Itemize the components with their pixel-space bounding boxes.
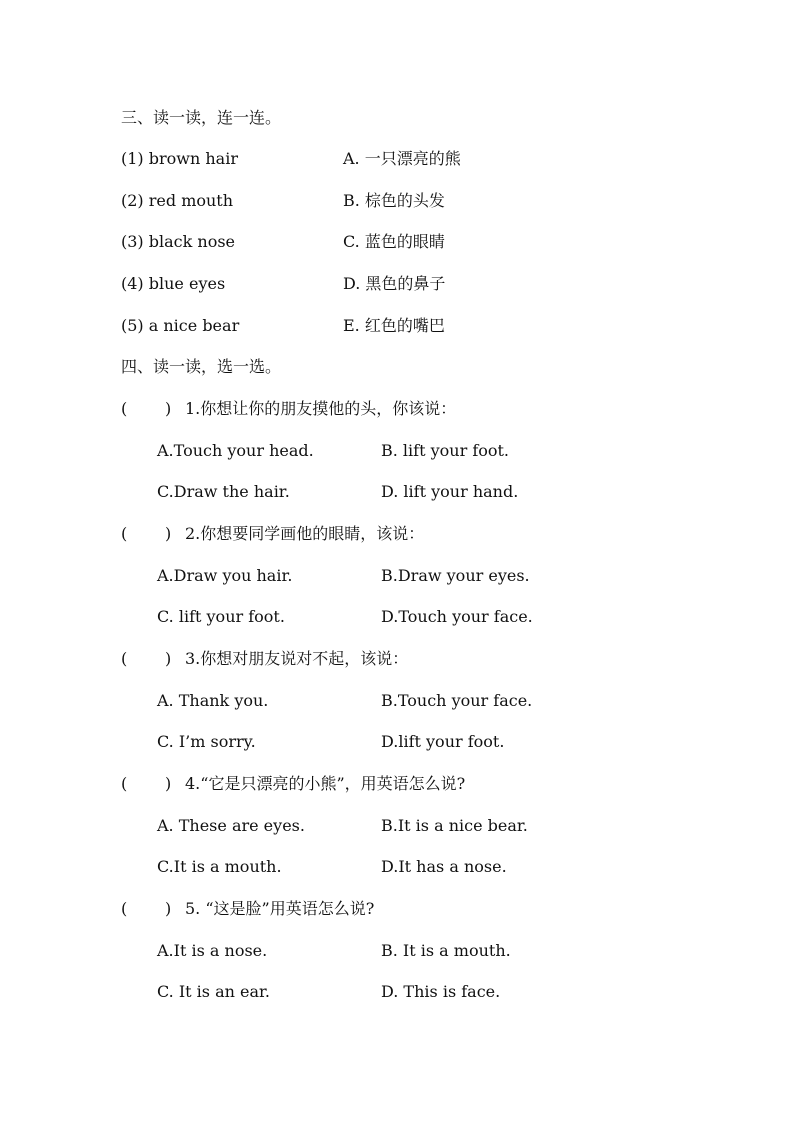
match-left-item: (3) black nose — [121, 232, 236, 251]
question-text: 2.你想要同学画他的眼睛，该说： — [185, 524, 425, 543]
answer-paren-open: ( — [121, 774, 128, 793]
answer-paren-close: ) — [165, 899, 172, 918]
answer-paren-open: ( — [121, 899, 128, 918]
section3-heading: 三、读一读，连一连。 — [121, 108, 282, 127]
option-d: D.It has a nose. — [381, 857, 507, 876]
option-a: A. Thank you. — [157, 691, 269, 710]
match-left-item: (4) blue eyes — [121, 274, 226, 293]
option-d: D. This is face. — [381, 982, 501, 1001]
section4-heading: 四、读一读，选一选。 — [121, 357, 282, 376]
answer-paren-open: ( — [121, 524, 128, 543]
match-right-item: A. 一只漂亮的熊 — [343, 149, 461, 168]
match-right-item: B. 棕色的头发 — [343, 191, 445, 210]
option-d: D. lift your hand. — [381, 482, 519, 501]
answer-paren-open: ( — [121, 399, 128, 418]
question-text: 3.你想对朋友说对不起，该说： — [185, 649, 409, 668]
option-b: B.Draw your eyes. — [381, 566, 530, 585]
option-d: D.lift your foot. — [381, 732, 505, 751]
match-right-item: C. 蓝色的眼睛 — [343, 232, 445, 251]
option-c: C. lift your foot. — [157, 607, 285, 626]
match-right-item: E. 红色的嘴巴 — [343, 316, 445, 335]
option-c: C.Draw the hair. — [157, 482, 290, 501]
answer-paren-close: ) — [165, 774, 172, 793]
answer-paren-close: ) — [165, 399, 172, 418]
option-b: B. lift your foot. — [381, 441, 510, 460]
answer-paren-open: ( — [121, 649, 128, 668]
option-d: D.Touch your face. — [381, 607, 533, 626]
match-left-item: (5) a nice bear — [121, 316, 240, 335]
match-left-item: (1) brown hair — [121, 149, 238, 168]
option-a: A.Draw you hair. — [157, 566, 293, 585]
question-text: 5. “这是脸”用英语怎么说? — [185, 899, 375, 918]
option-a: A.Touch your head. — [157, 441, 314, 460]
option-a: A.It is a nose. — [157, 941, 268, 960]
option-b: B.It is a nice bear. — [381, 816, 528, 835]
option-c: C. It is an ear. — [157, 982, 271, 1001]
match-left-item: (2) red mouth — [121, 191, 234, 210]
question-text: 1.你想让你的朋友摸他的头，你该说： — [185, 399, 457, 418]
option-c: C.It is a mouth. — [157, 857, 282, 876]
answer-paren-close: ) — [165, 524, 172, 543]
option-b: B.Touch your face. — [381, 691, 533, 710]
answer-paren-close: ) — [165, 649, 172, 668]
option-a: A. These are eyes. — [157, 816, 305, 835]
option-b: B. It is a mouth. — [381, 941, 511, 960]
match-right-item: D. 黑色的鼻子 — [343, 274, 446, 293]
question-text: 4.“它是只漂亮的小熊”，用英语怎么说? — [185, 774, 466, 793]
option-c: C. I’m sorry. — [157, 732, 256, 751]
